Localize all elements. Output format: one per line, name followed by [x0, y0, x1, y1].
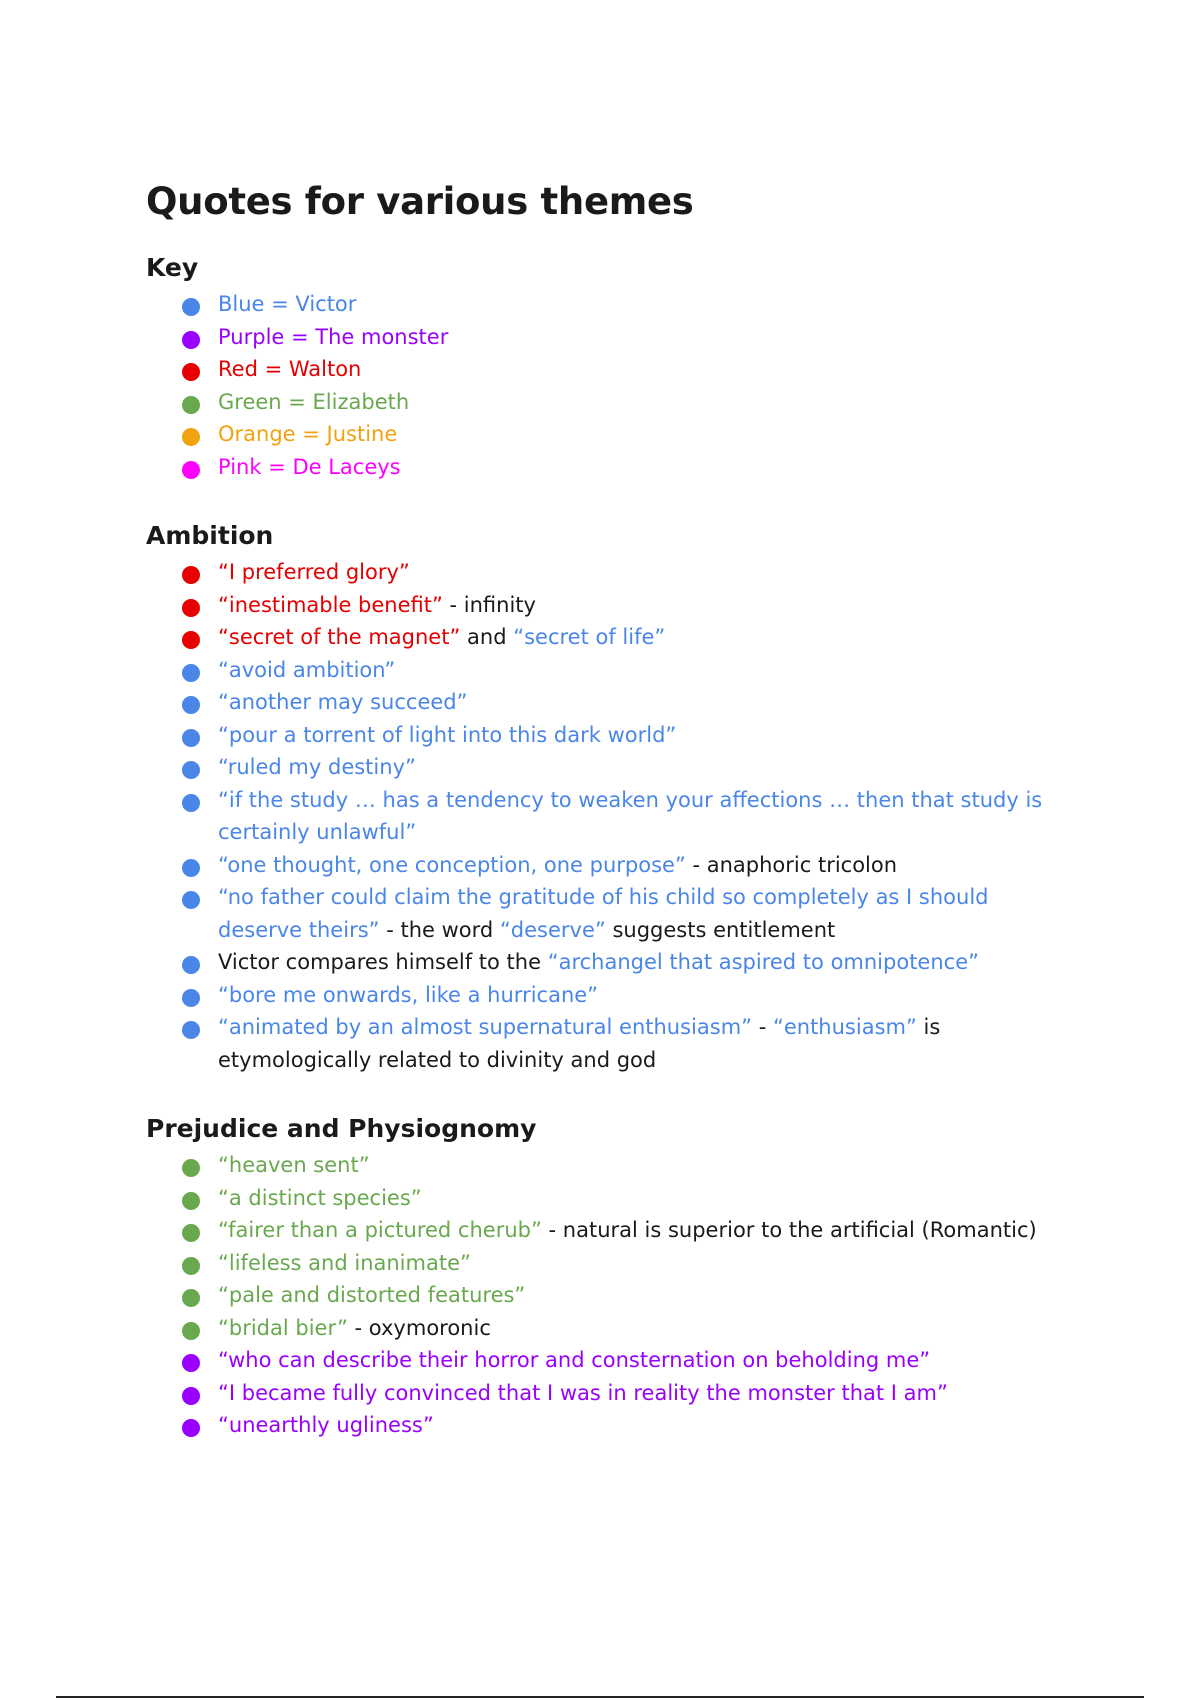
green-bullet-icon — [182, 1289, 200, 1307]
list-item — [182, 979, 1076, 1012]
section-prejudice-and-physiognomy — [146, 1114, 1076, 1442]
green-bullet-icon — [182, 1257, 200, 1275]
commentary-text: - the word — [379, 917, 500, 942]
commentary-text: - — [752, 1015, 773, 1039]
list-item — [182, 353, 1076, 386]
red-bullet-icon — [182, 363, 200, 381]
list-item — [182, 321, 1076, 354]
section-key — [146, 253, 1076, 483]
section-heading: Key — [146, 253, 199, 282]
quote-text: “heaven sent” — [218, 1153, 370, 1177]
purple-bullet-icon — [182, 331, 200, 349]
sections-container — [146, 253, 1076, 1442]
section-ambition — [146, 521, 1076, 1076]
list-item — [182, 451, 1076, 484]
purple-bullet-icon — [182, 1419, 200, 1437]
list-item — [182, 1312, 1076, 1345]
list-item — [182, 1279, 1076, 1312]
quote-text: “secret of life” — [513, 625, 666, 649]
list-item — [182, 418, 1076, 451]
footer-divider — [56, 1696, 1144, 1698]
blue-bullet-icon — [182, 794, 200, 812]
list-item — [182, 386, 1076, 419]
quote-text: “inestimable benefit” — [218, 592, 443, 617]
quote-text: “a distinct species” — [218, 1185, 422, 1210]
quote-text: “avoid ambition” — [218, 657, 396, 682]
green-bullet-icon — [182, 1322, 200, 1340]
green-bullet-icon — [182, 1192, 200, 1210]
quote-text: “lifeless and inanimate” — [218, 1250, 471, 1275]
blue-bullet-icon — [182, 859, 200, 877]
quote-text: “bore me onwards, like a hurricane” — [218, 982, 599, 1007]
blue-bullet-icon — [182, 989, 200, 1007]
green-bullet-icon — [182, 1224, 200, 1242]
quote-text: “animated by an almost supernatural enthusiasm” — [218, 1015, 753, 1039]
bullet-list — [146, 288, 1076, 483]
blue-bullet-icon — [182, 664, 200, 682]
section-heading: Prejudice and Physiognomy — [146, 1114, 537, 1143]
commentary-text: - anaphoric tricolon — [685, 852, 898, 877]
quote-text: “archangel that aspired to omnipotence” — [547, 950, 980, 974]
list-item — [182, 1182, 1076, 1215]
list-item — [182, 654, 1076, 687]
red-bullet-icon — [182, 599, 200, 617]
quote-text: Red = Walton — [218, 357, 362, 381]
list-item — [182, 719, 1076, 752]
list-item — [182, 1011, 1076, 1076]
quote-text: “enthusiasm” — [772, 1015, 917, 1039]
commentary-text: Victor compares himself to the — [218, 950, 548, 974]
quote-text: “one thought, one conception, one purpose” — [218, 852, 686, 877]
blue-bullet-icon — [182, 956, 200, 974]
quote-text: Blue = Victor — [218, 292, 357, 316]
list-item — [182, 686, 1076, 719]
blue-bullet-icon — [182, 761, 200, 779]
list-item — [182, 1149, 1076, 1182]
list-item — [182, 621, 1076, 654]
quote-text: “I preferred glory” — [218, 560, 410, 584]
purple-bullet-icon — [182, 1354, 200, 1372]
quote-text: “another may succeed” — [218, 690, 468, 714]
quote-text: “who can describe their horror and consternation on beholding me” — [218, 1348, 931, 1372]
quote-text: “fairer than a pictured cherub” — [218, 1218, 542, 1242]
quote-text: “ruled my destiny” — [218, 755, 416, 779]
commentary-text: and — [460, 625, 514, 649]
commentary-text: is etymologically related to divinity and god — [218, 1015, 941, 1072]
quote-text: “I became fully convinced that I was in reality the monster that I am” — [218, 1380, 948, 1405]
list-item — [182, 1247, 1076, 1280]
list-item — [182, 751, 1076, 784]
commentary-text: - natural is superior to the artificial (Romantic) — [541, 1218, 1037, 1242]
blue-bullet-icon — [182, 729, 200, 747]
list-item — [182, 849, 1076, 882]
document-page — [146, 180, 1076, 1480]
page-title: Quotes for various themes — [146, 180, 694, 223]
red-bullet-icon — [182, 566, 200, 584]
quote-text: “bridal bier” — [218, 1315, 348, 1340]
pink-bullet-icon — [182, 461, 200, 479]
quote-text: Green = Elizabeth — [218, 389, 410, 414]
list-item — [182, 288, 1076, 321]
quote-text: “unearthly ugliness” — [218, 1413, 434, 1437]
list-item — [182, 1344, 1076, 1377]
quote-text: “pale and distorted features” — [218, 1283, 526, 1307]
list-item — [182, 556, 1076, 589]
list-item — [182, 946, 1076, 979]
commentary-text: - infinity — [442, 592, 536, 617]
list-item — [182, 589, 1076, 622]
green-bullet-icon — [182, 1159, 200, 1177]
blue-bullet-icon — [182, 891, 200, 909]
orange-bullet-icon — [182, 428, 200, 446]
commentary-text: suggests entitlement — [605, 917, 836, 942]
quote-text: “pour a torrent of light into this dark world” — [218, 722, 677, 747]
quote-text: “deserve” — [499, 917, 606, 942]
red-bullet-icon — [182, 631, 200, 649]
list-item — [182, 1377, 1076, 1410]
list-item — [182, 1409, 1076, 1442]
list-item — [182, 1214, 1076, 1247]
green-bullet-icon — [182, 396, 200, 414]
list-item — [182, 784, 1076, 849]
bullet-list — [146, 1149, 1076, 1442]
blue-bullet-icon — [182, 1021, 200, 1039]
commentary-text: - oxymoronic — [347, 1315, 491, 1340]
bullet-list — [146, 556, 1076, 1076]
quote-text: “if the study … has a tendency to weaken your affections … then that study is certainly unlawful” — [218, 787, 1043, 844]
quote-text: “secret of the magnet” — [218, 625, 461, 649]
quote-text: “no father could claim the gratitude of his child so completely as I should deserve theirs” — [218, 885, 989, 942]
blue-bullet-icon — [182, 696, 200, 714]
blue-bullet-icon — [182, 298, 200, 316]
quote-text: Purple = The monster — [218, 324, 449, 349]
quote-text: Pink = De Laceys — [218, 454, 401, 479]
section-heading: Ambition — [146, 521, 274, 550]
purple-bullet-icon — [182, 1387, 200, 1405]
quote-text: Orange = Justine — [218, 422, 398, 446]
list-item — [182, 881, 1076, 946]
